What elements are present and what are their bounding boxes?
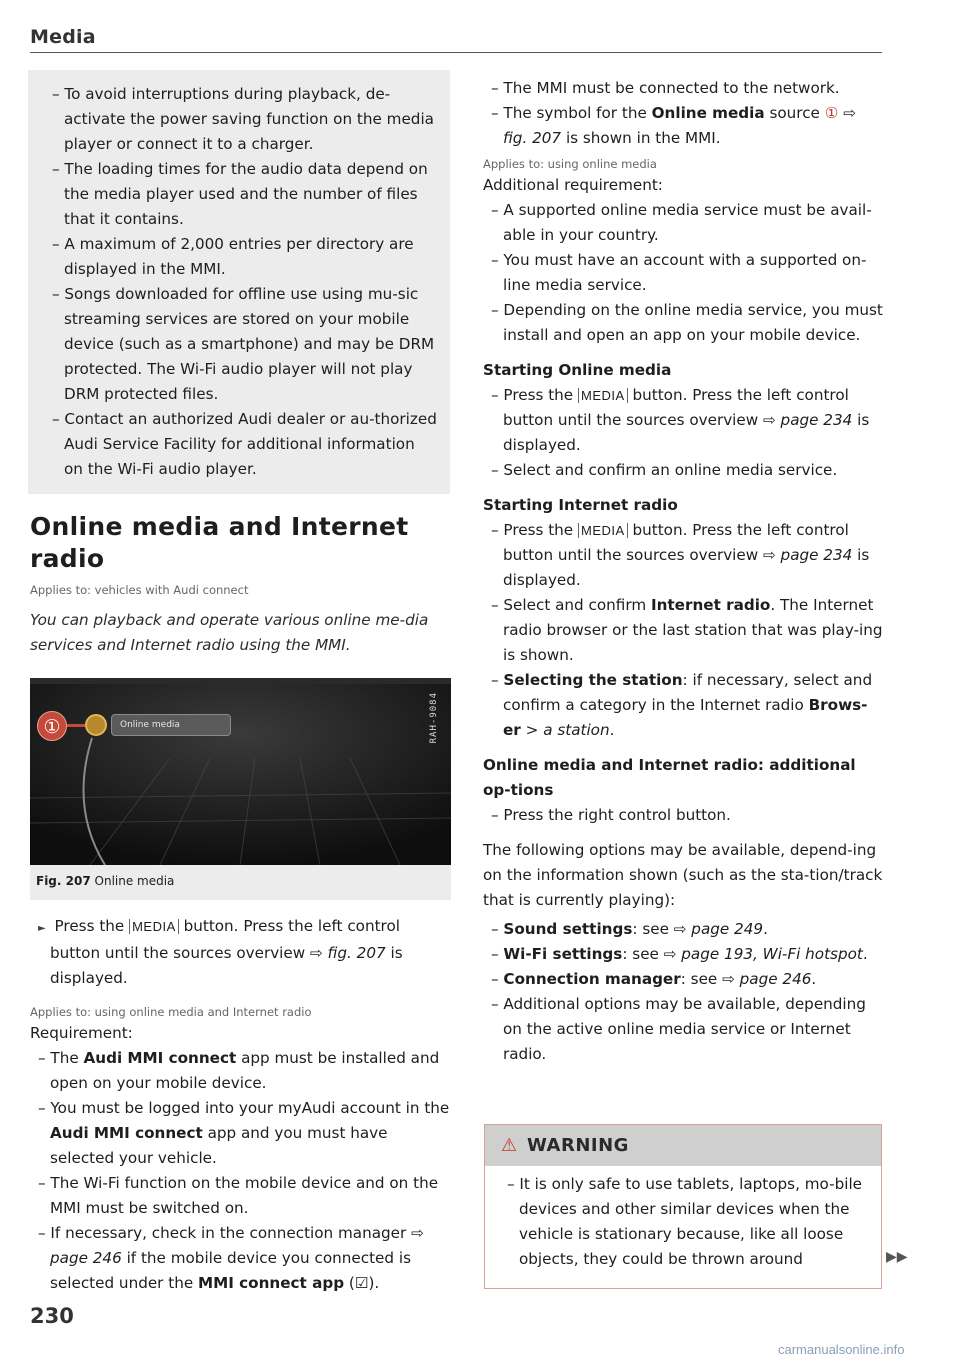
- list-item: – Select and confirm an online media service.: [483, 458, 883, 483]
- list-item: – You must be logged into your myAudi account in the Audi MMI connect app and you must have selected your vehicle.: [30, 1096, 450, 1171]
- list-item: – The Audi MMI connect app must be installed and open on your mobile device.: [30, 1046, 450, 1096]
- callout-marker: ①: [37, 711, 67, 741]
- figure-caption: [30, 865, 451, 900]
- list-item: – The loading times for the audio data depend on the media player used and the number of files that it contains.: [42, 157, 438, 232]
- figure-online-media: [30, 678, 451, 865]
- intro-text: You can playback and operate various online me-dia services and Internet radio using the MMI.: [30, 611, 429, 654]
- applies-to: Applies to: using online media and Internet radio: [30, 1005, 312, 1019]
- warning-box: [484, 1124, 882, 1289]
- requirement-list: [30, 1046, 450, 1296]
- page-number: 230: [30, 1304, 74, 1328]
- list-item: – Press the right control button.: [483, 803, 883, 828]
- steps-online-media: [483, 383, 883, 483]
- additional-requirement-list: [483, 198, 883, 348]
- media-button-label: MEDIA: [578, 523, 628, 538]
- list-item: – Contact an authorized Audi dealer or au-thorized Audi Service Facility for additional information on the Wi-Fi audio player.: [42, 407, 438, 482]
- note-list: [42, 82, 438, 482]
- step-arrow-icon: ►: [38, 923, 46, 934]
- right-column: [483, 76, 883, 1067]
- options-paragraph: The following options may be available, depend-ing on the information shown (such as the sta-tion/track that is currently playing):: [483, 841, 883, 909]
- callout-ref: ①: [824, 104, 839, 122]
- list-item: – The Wi-Fi function on the mobile device and on the MMI must be switched on.: [30, 1171, 450, 1221]
- instruction-step: ► Press the MEDIA button. Press the left control button until the sources overview ⇨ fig. 207 is displayed.: [38, 917, 403, 987]
- online-media-source-icon: [85, 714, 107, 736]
- list-item: – Songs downloaded for offline use using mu-sic streaming services are stored on your mobile device (such as a smartphone) and may be DRM protected. The Wi-Fi audio player will not play DRM protected files.: [42, 282, 438, 407]
- left-column: [30, 70, 450, 1296]
- list-item: – Sound settings: see ⇨ page 249.: [483, 917, 883, 942]
- applies-to: Applies to: using online media: [483, 157, 657, 171]
- warning-header: [485, 1125, 881, 1166]
- figure-code: RAH-9084: [429, 692, 439, 744]
- media-button-label: MEDIA: [578, 388, 628, 403]
- section-header: Media: [30, 26, 96, 48]
- subheading-additional-options: Online media and Internet radio: additional op-tions: [483, 756, 856, 799]
- list-item: – A supported online media service must be avail-able in your country.: [483, 198, 883, 248]
- subheading-starting-internet-radio: Starting Internet radio: [483, 496, 678, 514]
- continue-arrow-icon: ▶▶: [886, 1249, 908, 1265]
- list-item: – Additional options may be available, depending on the active online media service or Internet radio.: [483, 992, 883, 1067]
- requirement-label: Requirement:: [30, 1024, 133, 1042]
- watermark: carmanualsonline.info: [778, 1342, 905, 1357]
- list-item: – You must have an account with a supported on-line media service.: [483, 248, 883, 298]
- list-item: – The symbol for the Online media source ① ⇨ fig. 207 is shown in the MMI.: [483, 101, 883, 151]
- options-list: [483, 917, 883, 1067]
- page-title: Online media and Internet radio: [30, 512, 409, 573]
- online-media-source-label: Online media: [111, 714, 231, 736]
- figure-caption-text: Online media: [94, 874, 175, 888]
- list-item: – A maximum of 2,000 entries per directory are displayed in the MMI.: [42, 232, 438, 282]
- header-rule: [30, 52, 882, 53]
- list-item: – Press the MEDIA button. Press the left control button until the sources overview ⇨ page 234 is displayed.: [483, 518, 883, 593]
- warning-title: WARNING: [527, 1135, 629, 1156]
- figure-number: Fig. 207: [36, 874, 91, 888]
- applies-to: Applies to: vehicles with Audi connect: [30, 583, 249, 597]
- warning-triangle-icon: ⚠: [501, 1135, 518, 1156]
- note-box: [28, 70, 450, 494]
- list-item: – Depending on the online media service, you must install and open an app on your mobile device.: [483, 298, 883, 348]
- subheading-starting-online-media: Starting Online media: [483, 361, 672, 379]
- list-item: – If necessary, check in the connection manager ⇨ page 246 if the mobile device you connected is selected under the MMI connect app (☑).: [30, 1221, 450, 1296]
- list-item: – Press the MEDIA button. Press the left control button until the sources overview ⇨ page 234 is displayed.: [483, 383, 883, 458]
- callout-line: [67, 724, 85, 727]
- additional-requirement-label: Additional requirement:: [483, 176, 663, 194]
- list-item: – Connection manager: see ⇨ page 246.: [483, 967, 883, 992]
- screen-illustration: [30, 678, 451, 865]
- steps-additional-options: [483, 803, 883, 828]
- list-item: – Wi-Fi settings: see ⇨ page 193, Wi-Fi hotspot.: [483, 942, 883, 967]
- warning-list: [485, 1166, 881, 1272]
- list-item: – To avoid interruptions during playback, de-activate the power saving function on the media player or connect it to a charger.: [42, 82, 438, 157]
- list-item: – The MMI must be connected to the network.: [483, 76, 883, 101]
- requirement-list-cont: [483, 76, 883, 151]
- list-item: – It is only safe to use tablets, laptops, mo-bile devices and other similar devices when the vehicle is stationary because, like all loose objects, they could be thrown around: [497, 1172, 869, 1272]
- media-button-label: MEDIA: [129, 919, 179, 934]
- list-item: – Select and confirm Internet radio. The Internet radio browser or the last station that was play-ing is shown.: [483, 593, 883, 668]
- list-item: – Selecting the station: if necessary, select and confirm a category in the Internet radio Brows-er > a station.: [483, 668, 883, 743]
- cross-reference: ⇨ fig. 207: [310, 944, 386, 962]
- steps-internet-radio: [483, 518, 883, 743]
